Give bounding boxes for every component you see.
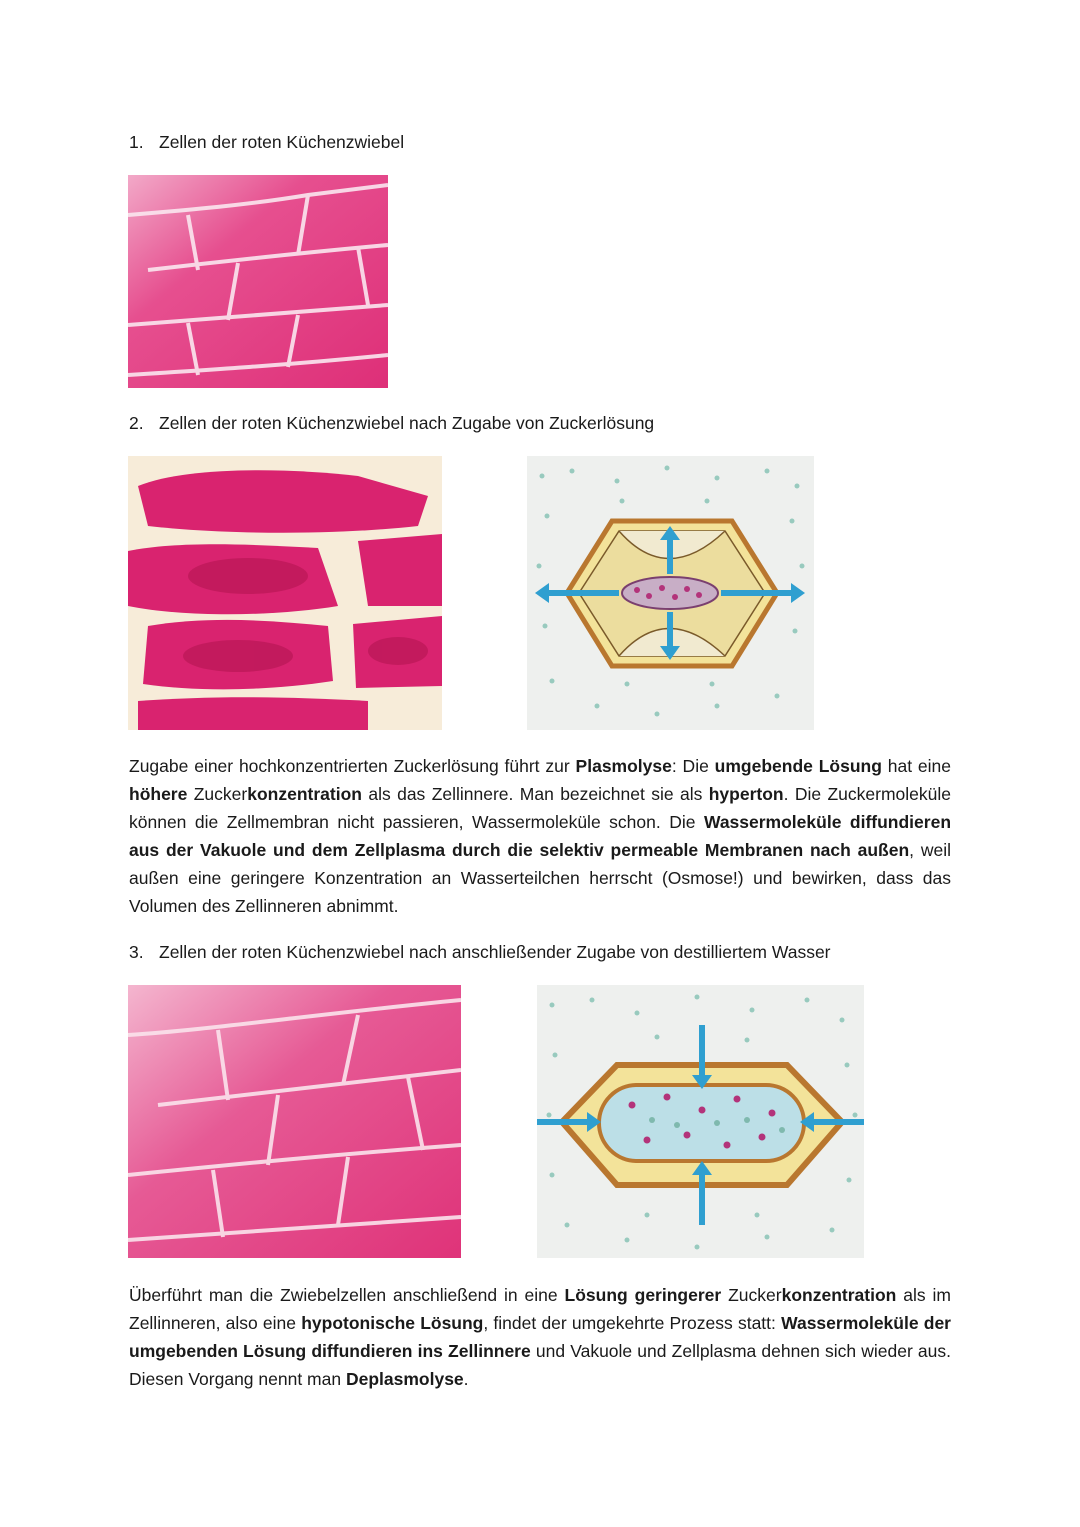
plasmolysis-diagram	[527, 456, 814, 730]
section-2-heading	[129, 412, 654, 434]
section-number: 1.	[129, 132, 144, 152]
deplasmolysis-diagram	[537, 985, 864, 1258]
onion-cells-deplasmolysis-photo	[128, 985, 461, 1258]
deplasmolysis-explanation: Überführt man die Zwiebelzellen anschließend in eine Lösung geringerer Zuckerkonzentration als im Zellinneren, also eine hypotonische Lösung, findet der umgekehrte Prozess statt: Wassermoleküle der umgebenden Lösung diffundieren ins Zellinnere und Vakuole und Zellplasma dehnen sich wieder aus. Diesen Vorgang nennt man Deplasmolyse.	[129, 1285, 951, 1389]
onion-cells-plasmolysis-photo	[128, 456, 442, 730]
section-title: Zellen der roten Küchenzwiebel	[159, 132, 405, 152]
section-3-heading	[129, 941, 831, 963]
plasmolysis-explanation: Zugabe einer hochkonzentrierten Zuckerlösung führt zur Plasmolyse: Die umgebende Lösung hat eine höhere Zuckerkonzentration als das Zellinnere. Man bezeichnet sie als hyperton. Die Zuckermoleküle können die Zellmembran nicht passieren, Wassermoleküle schon. Die Wassermoleküle diffundieren aus der Vakuole und dem Zellplasma durch die selektiv permeable Membranen nach außen, weil außen eine geringere Konzentration an Wasserteilchen herrscht (Osmose!) und bewirken, dass das Volumen des Zellinneren abnimmt.	[129, 756, 952, 916]
section-number: 3.	[129, 942, 144, 962]
section-title: Zellen der roten Küchenzwiebel nach anschließender Zugabe von destilliertem Wasser	[159, 942, 831, 962]
section-number: 2.	[129, 413, 144, 433]
onion-cells-normal-photo	[128, 175, 388, 388]
section-title: Zellen der roten Küchenzwiebel nach Zugabe von Zuckerlösung	[159, 413, 655, 433]
section-1-heading	[129, 131, 404, 153]
